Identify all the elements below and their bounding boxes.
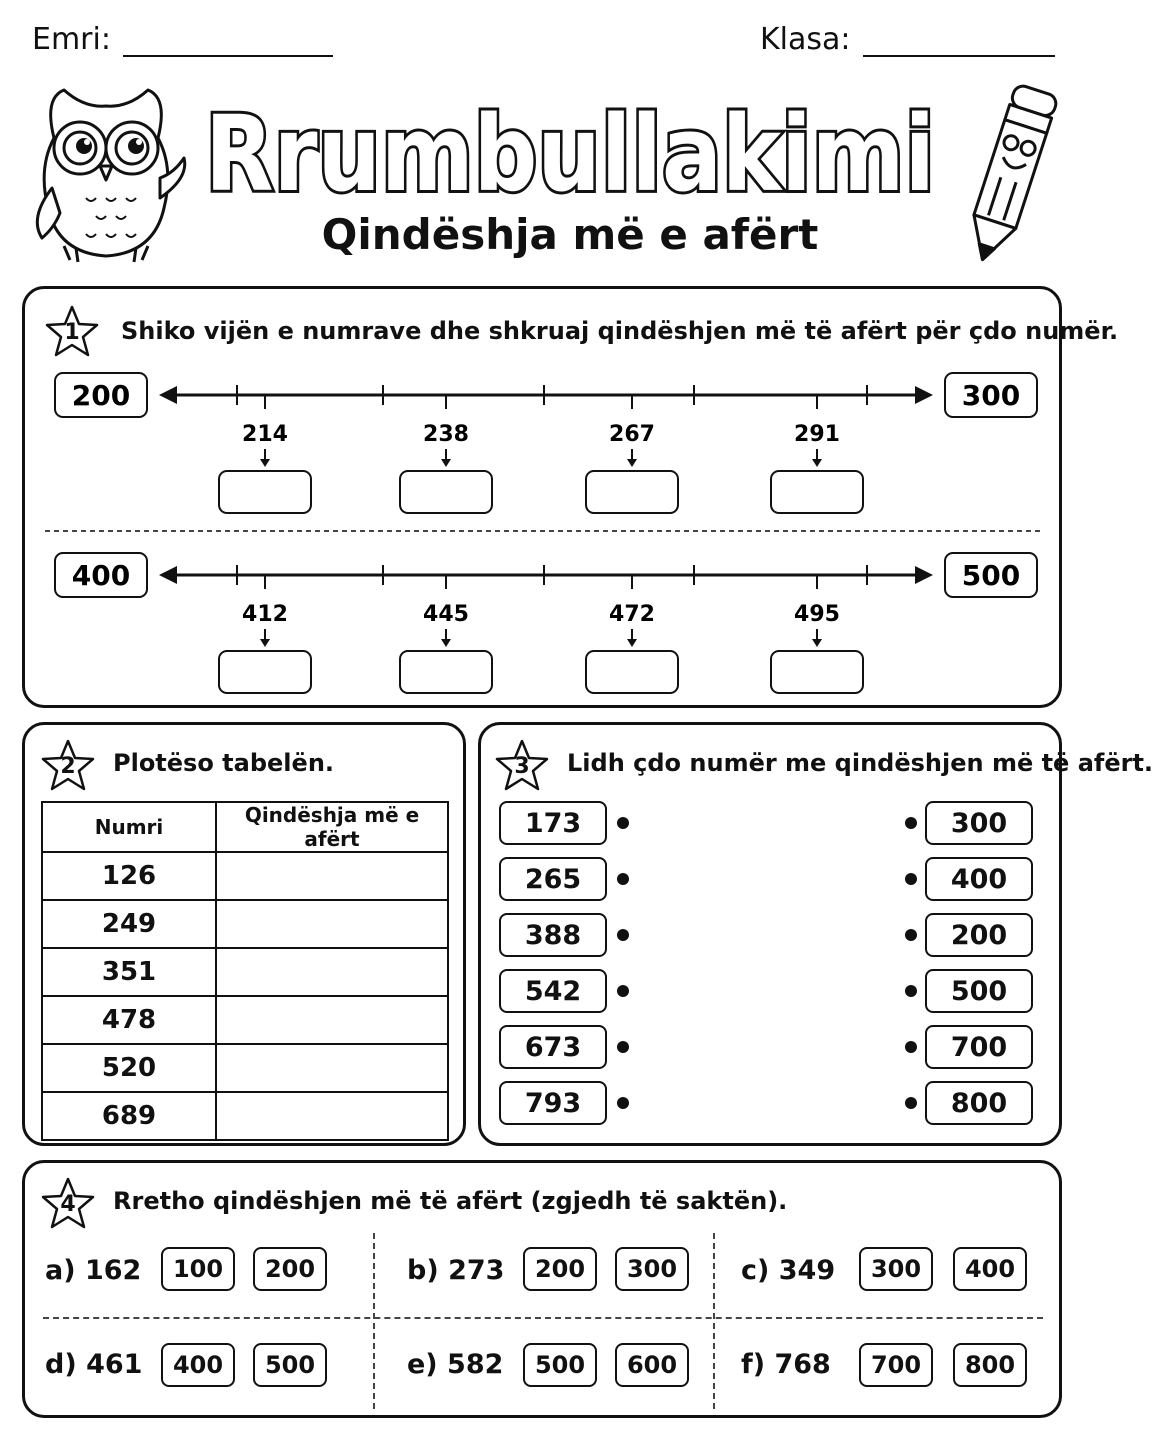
answer-box[interactable]	[219, 471, 311, 513]
answer-cell[interactable]	[216, 996, 448, 1044]
class-field[interactable]	[760, 22, 1055, 57]
mark-number-label: 291	[794, 422, 840, 447]
column-divider	[713, 1233, 715, 1409]
match-right-hundred: 700	[925, 1025, 1033, 1069]
answer-option[interactable]: 500	[523, 1343, 597, 1387]
match-left-number: 173	[499, 801, 607, 845]
answer-option[interactable]: 500	[253, 1343, 327, 1387]
table-number-cell: 520	[42, 1044, 216, 1092]
answer-cell[interactable]	[216, 900, 448, 948]
answer-option[interactable]: 400	[953, 1247, 1027, 1291]
left-arrow-icon	[159, 566, 177, 584]
answer-option[interactable]: 400	[161, 1343, 235, 1387]
down-arrowhead-icon	[812, 459, 822, 467]
match-left-dot[interactable]	[617, 929, 629, 941]
table-row	[42, 996, 448, 1044]
question-label: e) 582	[407, 1349, 504, 1380]
answer-box[interactable]	[586, 471, 678, 513]
table-number-cell: 689	[42, 1092, 216, 1140]
section-number: 2	[60, 754, 76, 779]
match-right-hundred: 400	[925, 857, 1033, 901]
class-blank-line[interactable]	[863, 27, 1055, 57]
circle-answer-section	[22, 1160, 1062, 1418]
right-arrow-icon	[915, 566, 933, 584]
answer-box[interactable]	[771, 471, 863, 513]
section-number: 1	[64, 320, 80, 345]
table-header-number: Numri	[42, 802, 216, 852]
answer-box[interactable]	[771, 651, 863, 693]
name-field[interactable]	[32, 22, 333, 57]
answer-box[interactable]	[400, 471, 492, 513]
subtitle: Qindëshja më e afërt	[321, 210, 819, 259]
answer-option[interactable]: 300	[859, 1247, 933, 1291]
match-left-dot[interactable]	[617, 1097, 629, 1109]
section-4-instruction: Rretho qindëshjen më të afërt (zgjedh të saktën).	[113, 1187, 788, 1215]
answer-box[interactable]	[400, 651, 492, 693]
pencil-illustration	[958, 80, 1062, 270]
down-arrowhead-icon	[441, 639, 451, 647]
answer-cell[interactable]	[216, 1092, 448, 1140]
column-divider	[373, 1233, 375, 1409]
answer-cell[interactable]	[216, 852, 448, 900]
table-number-cell: 126	[42, 852, 216, 900]
matching-section	[478, 722, 1153, 1146]
row-divider	[43, 1317, 1043, 1319]
down-arrowhead-icon	[260, 639, 270, 647]
match-left-number: 673	[499, 1025, 607, 1069]
question-label: b) 273	[407, 1255, 505, 1286]
match-right-hundred: 800	[925, 1081, 1033, 1125]
answer-option[interactable]: 200	[253, 1247, 327, 1291]
number-line-section	[22, 286, 1119, 708]
table-row	[42, 900, 448, 948]
table-row	[42, 948, 448, 996]
match-right-hundred: 500	[925, 969, 1033, 1013]
table-section	[22, 722, 466, 1146]
table-number-cell: 351	[42, 948, 216, 996]
answer-cell[interactable]	[216, 1044, 448, 1092]
answer-option[interactable]: 300	[615, 1247, 689, 1291]
class-label: Klasa:	[760, 22, 851, 57]
down-arrowhead-icon	[627, 639, 637, 647]
table-row	[42, 1092, 448, 1140]
match-left-number: 793	[499, 1081, 607, 1125]
question-label: a) 162	[45, 1255, 142, 1286]
down-arrowhead-icon	[627, 459, 637, 467]
owl-illustration	[24, 78, 189, 268]
down-arrowhead-icon	[260, 459, 270, 467]
star-icon	[493, 737, 551, 795]
question-label: d) 461	[45, 1349, 143, 1380]
match-right-hundred: 300	[925, 801, 1033, 845]
mark-number-label: 214	[242, 422, 288, 447]
table-number-cell: 249	[42, 900, 216, 948]
table-header-hundred: Qindëshja më e afërt	[216, 802, 448, 852]
section-number: 4	[60, 1192, 76, 1217]
mark-number-label: 267	[609, 422, 655, 447]
rounding-table	[41, 801, 449, 1141]
number-line-end-label: 500	[961, 559, 1021, 592]
down-arrowhead-icon	[441, 459, 451, 467]
number-line-end-label: 300	[961, 379, 1021, 412]
match-left-dot[interactable]	[617, 817, 629, 829]
number-line-start-label: 200	[71, 379, 131, 412]
mark-number-label: 472	[609, 602, 655, 627]
question-label: c) 349	[741, 1255, 836, 1286]
section-1-instruction: Shiko vijën e numrave dhe shkruaj qindëshjen më të afërt për çdo numër.	[121, 317, 1119, 345]
match-left-number: 388	[499, 913, 607, 957]
answer-cell[interactable]	[216, 948, 448, 996]
table-number-cell: 478	[42, 996, 216, 1044]
mark-number-label: 445	[423, 602, 469, 627]
match-right-dot[interactable]	[905, 817, 917, 829]
down-arrowhead-icon	[812, 639, 822, 647]
answer-option[interactable]: 700	[859, 1343, 933, 1387]
name-label: Emri:	[32, 22, 111, 57]
match-right-dot[interactable]	[905, 1041, 917, 1053]
table-row	[42, 852, 448, 900]
main-title-text: Rrumbullakimi	[205, 93, 935, 215]
question-label: f) 768	[741, 1349, 831, 1380]
answer-option[interactable]: 200	[523, 1247, 597, 1291]
match-left-dot[interactable]	[617, 873, 629, 885]
section-3-instruction: Lidh çdo numër me qindëshjen më të afërt.	[567, 749, 1153, 777]
star-icon	[39, 1175, 97, 1233]
table-row	[42, 1044, 448, 1092]
section-number: 3	[514, 754, 530, 779]
match-right-dot[interactable]	[905, 1097, 917, 1109]
match-left-number: 265	[499, 857, 607, 901]
number-line-start-label: 400	[71, 559, 131, 592]
mark-number-label: 412	[242, 602, 288, 627]
main-title	[190, 72, 950, 222]
name-blank-line[interactable]	[123, 27, 333, 57]
match-right-dot[interactable]	[905, 873, 917, 885]
right-arrow-icon	[915, 386, 933, 404]
mark-number-label: 238	[423, 422, 469, 447]
match-right-dot[interactable]	[905, 985, 917, 997]
answer-box[interactable]	[586, 651, 678, 693]
match-left-dot[interactable]	[617, 1041, 629, 1053]
star-icon	[39, 737, 97, 795]
section-2-instruction: Plotëso tabelën.	[113, 749, 335, 777]
number-lines	[25, 289, 1059, 705]
answer-option[interactable]: 600	[615, 1343, 689, 1387]
answer-box[interactable]	[219, 651, 311, 693]
match-left-dot[interactable]	[617, 985, 629, 997]
left-arrow-icon	[159, 386, 177, 404]
match-left-number: 542	[499, 969, 607, 1013]
match-right-dot[interactable]	[905, 929, 917, 941]
answer-option[interactable]: 800	[953, 1343, 1027, 1387]
answer-option[interactable]: 100	[161, 1247, 235, 1291]
match-right-hundred: 200	[925, 913, 1033, 957]
mark-number-label: 495	[794, 602, 840, 627]
